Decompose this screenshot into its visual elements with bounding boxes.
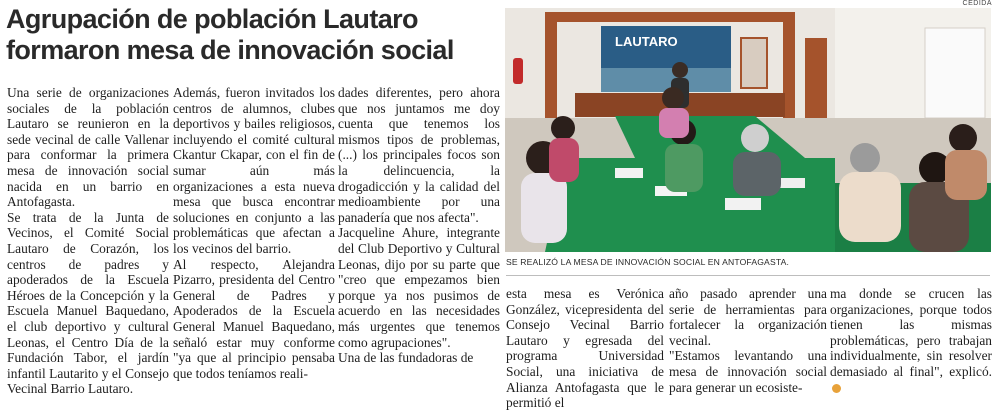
paragraph: Se trata de la Junta de Vecinos, el Comité Social Lautaro de Corazón, los centros de padres y apoderados de la Escuela Héroes de la Concepción y la Escuela Manuel Baquedano, el club deportivo y cultural Leonas, el Centro Día de la Fundación Tabor, el jardín infantil Lautarito y el Consejo Vecinal Barrio Lautaro. [7,209,169,397]
photo-credit: CEDIDA [962,0,992,7]
article-column-3 [338,85,500,366]
article-column-6 [830,286,992,395]
headline-line-1: Agrupación de población Lautaro [6,4,418,34]
paragraph: año pasado aprender una serie de herramientas para fortalecer la organización vecinal. [669,286,827,348]
person-left-mid [549,116,579,182]
article-column-2 [173,85,335,381]
meeting-photo-illustration [505,8,991,252]
caption-divider [506,275,990,276]
paragraph [830,286,992,395]
article-column-1 [7,85,169,397]
paragraph: Una de las fundadoras de [338,350,474,366]
paragraph: esta mesa es Verónica González, vicepresidenta del Consejo Vecinal Barrio Lautaro y egresada del programa Universidad Social, una iniciativa de Alianza Antofagasta que le permitió el [506,286,664,411]
banner-text: LAUTARO [615,34,678,49]
photo-caption: SE REALIZÓ LA MESA DE INNOVACIÓN SOCIAL EN ANTOFAGASTA. [506,257,790,267]
paragraph: "Estamos levantando una mesa de innovación social para generar un ecosiste- [669,348,827,395]
article-column-5 [669,286,827,395]
news-photo [505,8,991,252]
paragraph: Jacqueline Ahure, integrante del Club Deportivo y Cultural Leonas, dijo por su parte que "creo que empezamos bien porque ya nos pusimos de acuerdo en las necesidades más urgentes que tenemos como agrupaciones". [338,225,500,350]
headline-line-2: formaron mesa de innovación social [6,35,454,65]
headline [6,4,498,66]
paragraph-text: ma donde se crucen las organizaciones, porque todos tienen las mismas problemáticas, pero trabajan individualmente, sin resolver demasiado al final", explicó. [830,286,992,379]
end-of-article-icon [832,384,841,393]
paragraph: Además, fueron invitados los centros de alumnos, clubes deportivos y bailes religiosos, incluyendo el comité cultural Ckantur Ckapar, con el fin de sumar aún más organizaciones a esta nueva mesa que busca encontrar soluciones en conjunto a las problemáticas que afectan a los vecinos del barrio. [173,85,335,256]
paragraph: Al respecto, Alejandra Pizarro, presidenta del Centro General de Padres y Apoderados de la Escuela General Manuel Baquedano, señaló estar muy conforme "ya que al principio pensaba que todos teníamos reali- [173,256,335,381]
paragraph: Una serie de organizaciones sociales de la población Lautaro se reunieron en la sede vecinal de calle Vallenar para conformar la primera mesa de innovación social nacida en un barrio en Antofagasta. [7,85,169,210]
paragraph: dades diferentes, pero ahora que nos juntamos me doy cuenta que tenemos los mismos tipos de problemas, (...) los principales focos son la delincuencia, la drogadicción y la calidad del medioambiente por una panadería que nos afecta". [338,85,500,225]
article-column-4 [506,286,664,411]
